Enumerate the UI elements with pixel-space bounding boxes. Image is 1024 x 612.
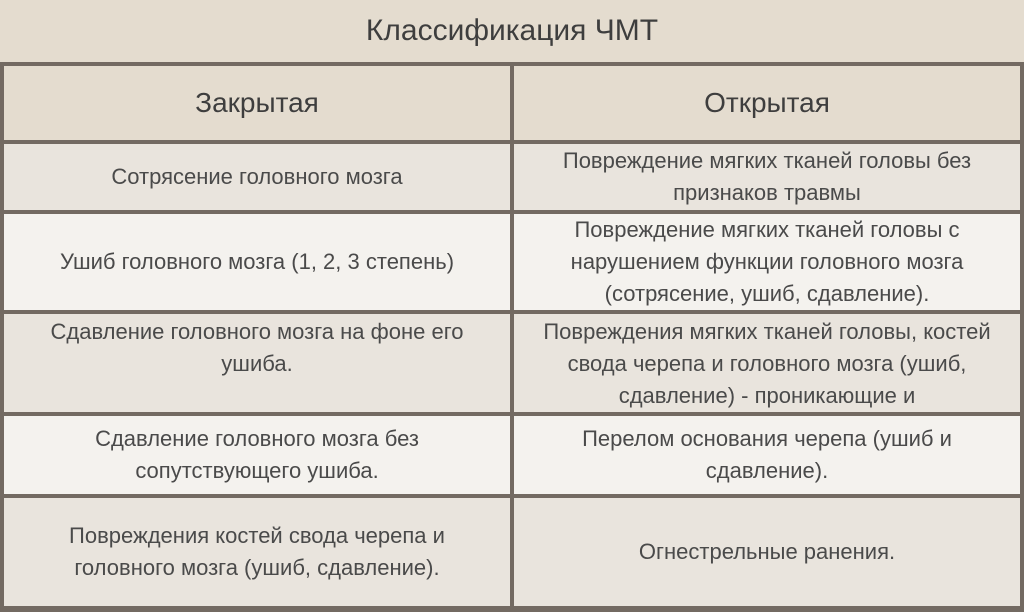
cell-open: Огнестрельные ранения. bbox=[512, 496, 1022, 609]
cell-open: Повреждения мягких тканей головы, костей свода черепа и головного мозга (ушиб, сдавление) - проникающие и bbox=[512, 312, 1022, 414]
cell-closed: Сотрясение головного мозга bbox=[2, 142, 512, 212]
cell-open: Повреждение мягких тканей головы без признаков травмы bbox=[512, 142, 1022, 212]
table-row bbox=[2, 212, 1022, 312]
cell-open: Перелом основания черепа (ушиб и сдавление). bbox=[512, 414, 1022, 496]
cell-closed: Ушиб головного мозга (1, 2, 3 степень) bbox=[2, 212, 512, 312]
cell-closed: Повреждения костей свода черепа и головного мозга (ушиб, сдавление). bbox=[2, 496, 512, 609]
cell-open: Повреждение мягких тканей головы с нарушением функции головного мозга (сотрясение, ушиб, сдавление). bbox=[512, 212, 1022, 312]
cell-closed: Сдавление головного мозга без сопутствующего ушиба. bbox=[2, 414, 512, 496]
slide-title: Классификация ЧМТ bbox=[0, 0, 1024, 62]
table-row bbox=[2, 414, 1022, 496]
cell-closed: Сдавление головного мозга на фоне его ушиба. bbox=[2, 312, 512, 414]
header-closed: Закрытая bbox=[2, 64, 512, 142]
table-row bbox=[2, 496, 1022, 609]
table-row bbox=[2, 312, 1022, 414]
table-header-row bbox=[2, 64, 1022, 142]
table-row bbox=[2, 142, 1022, 212]
header-open: Открытая bbox=[512, 64, 1022, 142]
classification-table bbox=[0, 62, 1024, 612]
